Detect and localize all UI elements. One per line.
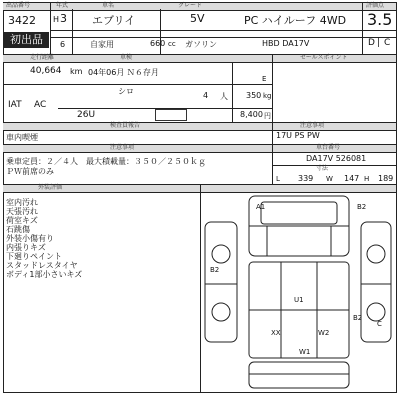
mileage-value: 40,664 <box>30 66 62 76</box>
label-mileage: 走行距離 <box>30 54 55 61</box>
capacity-unit: kg <box>263 92 272 100</box>
usage-text: 自家用 <box>90 40 114 49</box>
frame-bottom <box>3 392 397 393</box>
dims-h: 189 <box>378 174 394 183</box>
divider <box>50 30 362 31</box>
divider <box>50 2 51 54</box>
capacity-value: 350 <box>246 91 262 100</box>
dims-h-label: H <box>364 175 370 183</box>
score-value: 3.5 <box>367 10 393 29</box>
year-number: 3 <box>60 12 67 25</box>
divider <box>272 165 396 166</box>
dims-l: 339 <box>298 174 314 183</box>
label-dims: 寸法 <box>316 165 329 172</box>
frame-right <box>396 2 397 392</box>
year-era: H <box>53 15 60 24</box>
damage-mark: U1 <box>294 296 304 304</box>
remark-line-2: ＰＷ前席のみ <box>6 167 54 176</box>
label-chassis: 車台番号 <box>316 144 341 151</box>
year-month: 6 <box>60 40 66 49</box>
divider <box>272 54 273 122</box>
seats-value: 4 <box>203 91 209 100</box>
label-remarks: 注意事項 <box>110 144 135 151</box>
label-score: 評価点 <box>366 2 385 9</box>
damage-mark: XX <box>271 329 281 337</box>
interior-grade: D <box>368 38 375 48</box>
damage-mark: A1 <box>256 203 266 211</box>
lot-number: 3422 <box>8 14 36 27</box>
seats-e: E <box>262 75 267 83</box>
dims-w: 147 <box>344 174 360 183</box>
divider <box>232 62 233 122</box>
label-grade: グレード <box>178 2 203 9</box>
condition-item: スタッドレスタイヤ <box>6 261 78 270</box>
condition-item: 荷室キズ <box>6 216 38 225</box>
divider <box>3 84 272 85</box>
remark-line-1: 乗車定員：２／４人 最大積載量：３５０／２５０ｋｇ <box>6 157 206 166</box>
color-text: シロ <box>118 87 134 96</box>
shaken-text: 04年06月 Ｎ６存月 <box>88 68 159 77</box>
label-maker: 車名 <box>102 2 115 9</box>
seats-unit: 人 <box>220 92 228 101</box>
damage-mark: B2 <box>210 266 220 274</box>
car-name: エブリイ <box>92 14 136 27</box>
grade-separator: | <box>377 38 381 48</box>
label-notes: 注意事項 <box>300 122 325 129</box>
price-value: 8,400 <box>240 110 263 119</box>
cc-unit: cc <box>168 40 176 48</box>
exterior-grade: C <box>384 38 391 48</box>
condition-item: 下廻りペイント <box>6 252 62 261</box>
condition-item: 天張汚れ <box>6 207 38 216</box>
engine-type: 5V <box>190 12 205 25</box>
damage-mark: B2 <box>353 314 363 322</box>
dims-l-label: L <box>276 175 280 183</box>
label-year: 年式 <box>56 2 69 9</box>
displacement-value: 660 <box>150 39 166 48</box>
inspection-note: 車内喫煙 <box>6 133 38 142</box>
chassis-number: DA17V 526081 <box>306 154 367 163</box>
divider <box>72 9 73 54</box>
options-line: 17U PS PW <box>276 131 320 140</box>
first-listing-badge: 初出品 <box>4 32 49 48</box>
transmission: IAT <box>8 100 22 110</box>
mileage-unit: km <box>70 67 83 76</box>
car-diagram <box>201 192 395 392</box>
dims-w-label: W <box>326 175 333 183</box>
divider <box>272 122 273 144</box>
label-lot: 出品番号 <box>6 2 31 9</box>
condition-item: 室内汚れ <box>6 198 38 207</box>
condition-item: 石跳傷 <box>6 225 30 234</box>
model-code: HBD DA17V <box>262 39 310 48</box>
label-inspector: 検査員報告 <box>110 122 141 129</box>
header-bar-3 <box>3 122 396 131</box>
damage-mark: W2 <box>318 329 330 337</box>
condition-item: 内張りキズ <box>6 243 46 252</box>
label-shaken: 車検 <box>120 54 133 61</box>
divider <box>362 2 363 54</box>
damage-mark: W1 <box>299 348 311 356</box>
label-conditions: 外装評価 <box>38 184 63 191</box>
divider <box>362 30 396 31</box>
divider <box>272 144 273 184</box>
condition-item: 外装小傷有り <box>6 234 54 243</box>
fuel-text: ガソリン <box>185 40 217 49</box>
label-options: セールスポイント <box>300 54 348 61</box>
divider <box>50 37 396 38</box>
price-box <box>155 109 187 121</box>
price-unit: 円 <box>264 112 271 120</box>
damage-mark: C <box>377 320 382 328</box>
color-code: 26U <box>77 110 96 120</box>
grade-text: PC ハイルーフ 4WD <box>244 14 347 27</box>
aircon: AC <box>34 100 47 110</box>
damage-mark: B2 <box>357 203 367 211</box>
condition-item: ボディ1部小さいキズ <box>6 270 83 279</box>
